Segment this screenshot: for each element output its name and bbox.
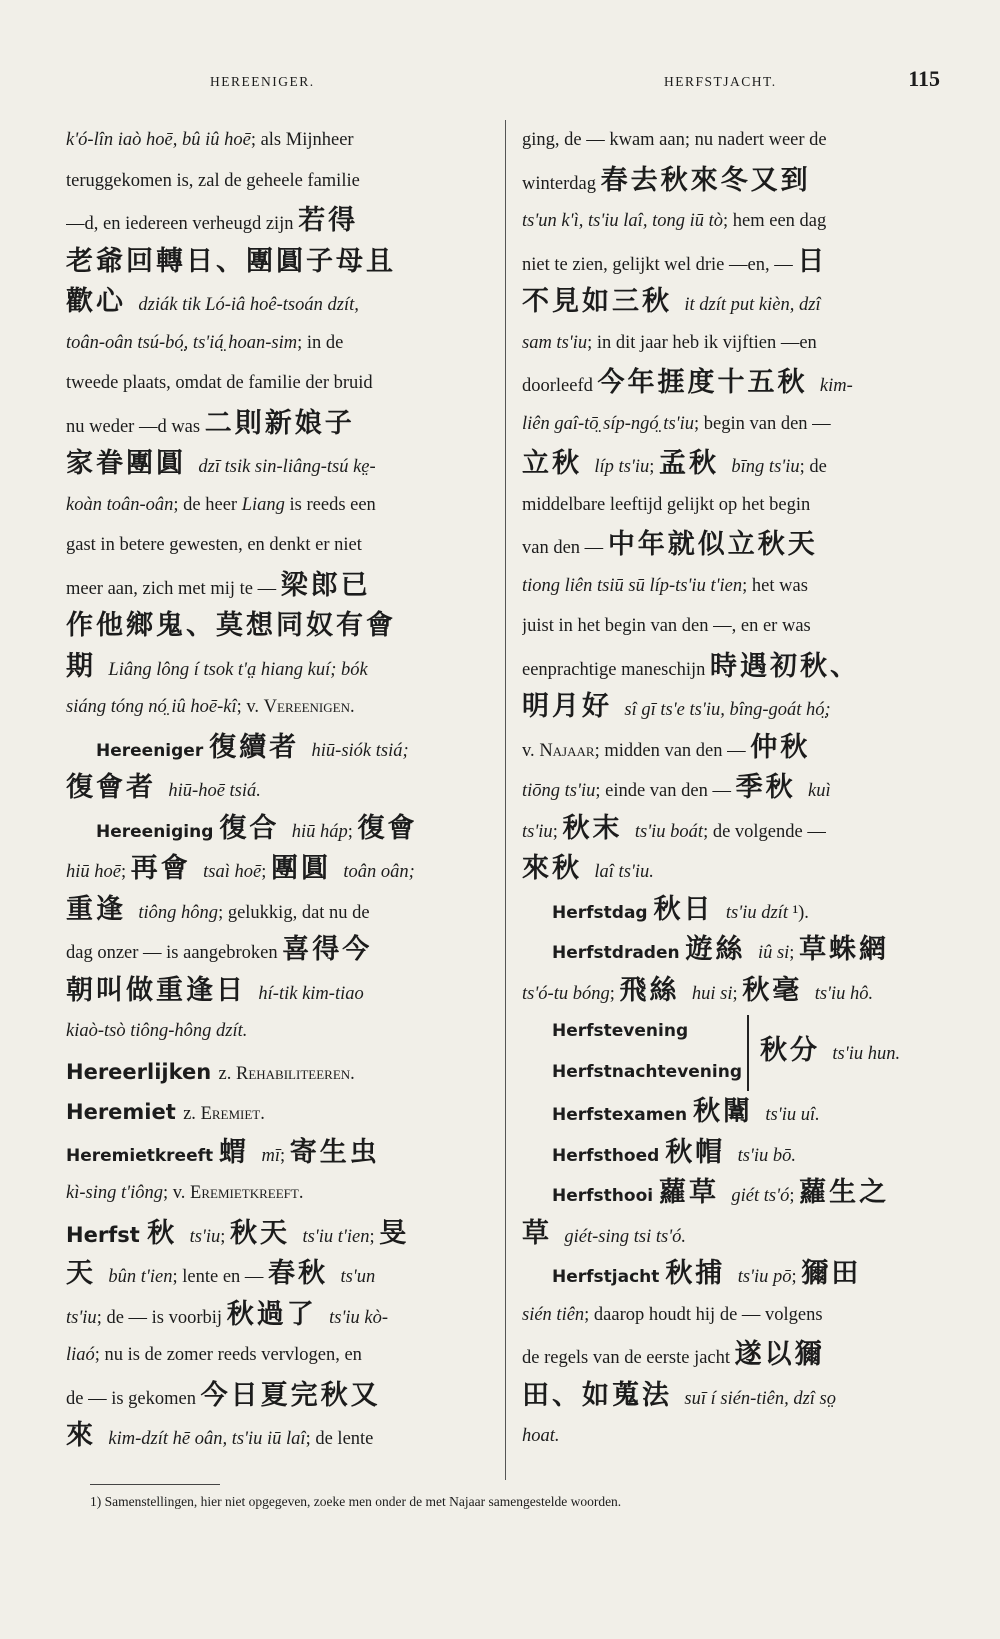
- text-segment: siáng tóng nó̤ iû hoē-kî: [66, 697, 237, 717]
- entry-headword: Hereeniger: [96, 740, 210, 761]
- text-segment: hui si: [691, 983, 733, 1004]
- text-line: [66, 647, 496, 688]
- chinese-text: 中年就似立秋天: [607, 529, 818, 560]
- right-column: [522, 120, 952, 1457]
- chinese-text: 秋帽: [665, 1136, 738, 1168]
- text-segment: sî gī ts'e ts'iu, bîng-goát hó̤;: [624, 700, 831, 720]
- text-segment: suī í sién-tiên, dzî so̤: [684, 1388, 837, 1409]
- text-line: [66, 768, 496, 809]
- text-segment: kuì: [808, 781, 831, 801]
- running-head: [60, 66, 950, 94]
- text-segment: Najaar: [539, 740, 595, 761]
- text-segment: nu weder —d was: [66, 416, 205, 437]
- text-line: [522, 1133, 952, 1174]
- text-line: [66, 1295, 496, 1336]
- text-segment: kim-dzít hē oân, ts'iu iū laî: [108, 1429, 306, 1449]
- text-segment: líp ts'iu: [594, 457, 650, 477]
- text-segment: tiông hông: [138, 902, 219, 923]
- text-segment: ; gelukkig, dat nu de: [218, 902, 370, 923]
- text-segment: hí-tik kim-tiao: [258, 983, 364, 1004]
- chinese-text: 重逢: [66, 893, 139, 925]
- text-segment: dziák tik Ló-iâ hoê-tsoán dzít,: [138, 295, 359, 315]
- text-segment: tweede plaats, omdat de familie der bruid: [66, 373, 373, 393]
- text-segment: teruggekomen is, zal de geheele familie: [66, 170, 360, 191]
- running-head-center: HERFSTJACHT.: [664, 74, 777, 89]
- text-segment: giét-sing tsi ts'ó.: [564, 1226, 687, 1247]
- chinese-text: 春去秋來冬又到: [600, 164, 811, 196]
- text-segment: ;: [552, 821, 563, 842]
- text-segment: ;: [609, 983, 620, 1004]
- left-column: [66, 120, 496, 1457]
- text-line: [522, 647, 952, 688]
- text-segment: ; de lente: [305, 1429, 374, 1449]
- chinese-text: 期: [66, 650, 109, 682]
- text-segment: dag onzer — is aangebroken: [66, 943, 283, 963]
- text-segment: hiū háp: [291, 821, 348, 842]
- text-segment: ; in de: [297, 332, 344, 353]
- text-segment: mī: [261, 1145, 280, 1166]
- text-segment: ts'iu dzít: [725, 902, 788, 923]
- text-segment: z.: [218, 1063, 236, 1084]
- text-segment: niet te zien, gelijkt wel drie —en, —: [522, 254, 798, 275]
- text-segment: Eremiet.: [200, 1104, 265, 1124]
- entry-headword: Hereeniging: [96, 821, 220, 842]
- text-segment: bûn t'ien: [108, 1267, 173, 1287]
- text-line: [522, 930, 952, 971]
- text-segment: hoat.: [522, 1426, 560, 1446]
- chinese-text: 遂以獮: [734, 1339, 825, 1370]
- text-line: [66, 849, 496, 890]
- text-segment: toân oân;: [343, 862, 415, 882]
- text-segment: tsaì hoē: [203, 862, 262, 882]
- text-line: [66, 1416, 496, 1457]
- text-segment: ts'iu: [522, 821, 553, 842]
- text-line: [66, 404, 496, 445]
- chinese-text: 蘿草: [659, 1177, 732, 1208]
- text-line: [66, 687, 496, 728]
- text-segment: ; begin van den —: [694, 413, 831, 434]
- text-segment: hiū-hoē tsiá.: [168, 781, 261, 801]
- text-segment: ; lente en —: [172, 1267, 269, 1287]
- text-segment: —d, en iedereen verheugd zijn: [66, 214, 299, 234]
- chinese-text: 秋: [147, 1217, 190, 1249]
- text-line: [66, 444, 496, 485]
- text-segment: ; de — is voorbij: [96, 1307, 227, 1328]
- text-line: [66, 1335, 496, 1376]
- chinese-text: 秋末: [562, 812, 635, 844]
- text-line: [522, 768, 952, 809]
- text-line: [522, 606, 952, 647]
- text-line: [66, 1376, 496, 1417]
- text-line: [522, 1092, 952, 1133]
- chinese-text: 團圓: [271, 853, 344, 884]
- chinese-text: 仲秋: [750, 731, 811, 763]
- text-segment: v.: [522, 740, 540, 761]
- chinese-text: 老爺回轉日、團圓子母且: [66, 245, 396, 277]
- text-line: [66, 728, 496, 769]
- text-segment: ; hem een dag: [723, 211, 827, 231]
- chinese-text: 蘿生之: [799, 1177, 890, 1208]
- text-line: [522, 566, 952, 607]
- text-segment: is reeds een: [284, 494, 376, 515]
- chinese-text: 立秋: [522, 448, 595, 479]
- text-line: [66, 566, 496, 607]
- text-segment: ;: [732, 983, 743, 1004]
- text-line: [66, 930, 496, 971]
- text-segment: eenprachtige maneschijn: [522, 659, 710, 680]
- text-line: [522, 120, 952, 161]
- text-line: [66, 363, 496, 404]
- entry-headword: Herfst: [66, 1222, 148, 1247]
- text-segment: winterdag: [522, 173, 601, 194]
- text-line: [66, 890, 496, 931]
- entry-headword: Herfsthooi: [552, 1186, 659, 1206]
- text-segment: ts'iu hun.: [832, 1044, 901, 1064]
- text-segment: ; daarop houdt hij de — volgens: [584, 1304, 823, 1325]
- text-line: [66, 971, 496, 1012]
- chinese-text: 作他鄉鬼、莫想同奴有會: [66, 610, 396, 641]
- text-line: [522, 1376, 952, 1417]
- chinese-text: 秋天: [230, 1217, 303, 1249]
- entry-headword: Herfstexamen: [552, 1105, 694, 1125]
- text-segment: juist in het begin van den —, en er was: [522, 616, 811, 636]
- text-segment: ts'iu bō.: [737, 1145, 797, 1166]
- chinese-text: 天: [66, 1258, 109, 1289]
- text-segment: ;: [347, 821, 358, 842]
- chinese-text: 再會: [130, 853, 204, 884]
- text-line: [66, 1214, 496, 1255]
- text-line: [522, 525, 952, 566]
- brace-bracket: [747, 1015, 755, 1091]
- text-segment: z.: [183, 1104, 201, 1124]
- text-segment: ; het was: [742, 575, 808, 596]
- chinese-text: 秋過了: [226, 1298, 330, 1330]
- text-segment: ts'ó-tu bóng: [522, 983, 610, 1004]
- text-segment: tiong liên tsiū sū líp-ts'iu t'ien: [522, 575, 743, 596]
- text-segment: ts'iu boát: [634, 821, 704, 842]
- text-segment: ;: [279, 1145, 290, 1166]
- page-number: 115: [908, 66, 940, 91]
- text-line: [66, 809, 496, 850]
- chinese-text: 復續者: [209, 731, 312, 763]
- text-segment: ;: [120, 862, 131, 882]
- text-segment: doorleefd: [522, 376, 598, 396]
- chinese-text: 梁郎已: [280, 569, 371, 601]
- text-line: [522, 242, 952, 283]
- text-line: [522, 1416, 952, 1457]
- text-segment: iû si: [757, 943, 790, 963]
- chinese-text: 家眷團圓: [66, 448, 199, 479]
- text-line: [522, 161, 952, 202]
- shared-translation: [760, 1031, 900, 1075]
- text-segment: sién tiên: [522, 1304, 585, 1325]
- text-line: [522, 404, 952, 445]
- text-segment: ; v.: [162, 1183, 191, 1203]
- column-divider: [505, 120, 506, 1480]
- entry-headword: Herfstdraden: [552, 943, 686, 963]
- footnote: 1) Samenstellingen, hier niet opgegeven, zoeke men onder de met Najaar samengestelde woorden.: [90, 1494, 622, 1509]
- chinese-text: 明月好: [522, 691, 625, 722]
- text-segment: ts'un: [340, 1267, 376, 1287]
- text-line: [522, 1295, 952, 1336]
- chinese-text: 復會: [357, 812, 418, 844]
- text-segment: Vereenigen.: [263, 697, 355, 717]
- text-line: [66, 161, 496, 202]
- text-line: [522, 687, 952, 728]
- text-line: [522, 971, 952, 1012]
- text-segment: gast in betere gewesten, en denkt er niet: [66, 535, 362, 555]
- text-segment: ; einde van den —: [595, 781, 736, 801]
- chinese-text: 來: [66, 1420, 109, 1451]
- text-line: [66, 282, 496, 323]
- text-line: [522, 1173, 952, 1214]
- text-segment: Rehabiliteeren.: [236, 1063, 355, 1084]
- text-segment: ; nu is de zomer reeds vervlogen, en: [94, 1345, 362, 1365]
- chinese-text: 孟秋: [659, 448, 732, 479]
- text-line: [66, 1052, 496, 1093]
- text-segment: bīng ts'iu: [731, 457, 800, 477]
- text-segment: koàn toân-oân: [66, 494, 174, 515]
- chinese-text: 春秋: [268, 1258, 341, 1289]
- text-segment: ;: [369, 1226, 380, 1247]
- chinese-text: 獮田: [801, 1258, 862, 1289]
- text-segment: ;: [791, 1267, 802, 1287]
- text-segment: ; midden van den —: [594, 740, 751, 761]
- text-line: [66, 485, 496, 526]
- text-segment: kiaò-tsò tiông-hông dzít.: [66, 1021, 248, 1041]
- text-line: [522, 485, 952, 526]
- chinese-text: 歡心: [66, 286, 139, 317]
- chinese-text: 今年捱度十五秋: [597, 367, 820, 398]
- text-segment: ; de: [799, 457, 827, 477]
- text-line: [522, 1254, 952, 1295]
- chinese-text: 秋毫: [742, 974, 815, 1006]
- text-segment: liaó: [66, 1345, 95, 1365]
- text-line: [522, 201, 952, 242]
- chinese-text: 旻: [379, 1217, 410, 1249]
- text-segment: Liang: [241, 494, 285, 515]
- chinese-text: 朝叫做重逢日: [66, 974, 259, 1006]
- text-segment: ; als Mijnheer: [250, 130, 354, 150]
- chinese-text: 飛絲: [619, 974, 692, 1006]
- text-segment: ts'iu: [189, 1226, 221, 1247]
- entry-headword: Herfsthoed: [552, 1145, 666, 1166]
- text-segment: k'ó-lîn iaò hoē, bû iû hoē: [66, 130, 251, 150]
- text-segment: ging, de — kwam aan; nu nadert weer de: [522, 130, 827, 150]
- text-segment: de regels van de eerste jacht: [522, 1348, 735, 1368]
- text-segment: ; de heer: [173, 494, 242, 515]
- text-segment: ¹).: [787, 902, 809, 923]
- text-line: [522, 849, 952, 890]
- chinese-text: 若得: [298, 205, 359, 236]
- text-segment: ;: [789, 943, 800, 963]
- text-segment: ts'iu: [66, 1307, 97, 1328]
- text-segment: de — is gekomen: [66, 1388, 201, 1409]
- text-segment: meer aan, zich met mij te —: [66, 578, 281, 599]
- text-line: [66, 201, 496, 242]
- bracket-entry-group: [522, 1011, 952, 1092]
- chinese-text: 喜得今: [282, 934, 373, 965]
- text-line: [522, 890, 952, 931]
- chinese-text: 秋捕: [665, 1258, 738, 1289]
- chinese-text: 寄生虫: [289, 1136, 380, 1168]
- text-segment: ;: [649, 457, 660, 477]
- entry-headword: Herfstdag: [552, 902, 654, 923]
- chinese-text: 蝟: [219, 1136, 262, 1168]
- text-segment: Liâng lông í tsok t'a̤ hiang kuí; bók: [108, 659, 368, 680]
- text-line: [522, 282, 952, 323]
- text-segment: van den —: [522, 538, 608, 558]
- chinese-text: 不見如三秋: [522, 286, 685, 317]
- text-segment: giét ts'ó: [731, 1186, 790, 1206]
- text-line: [522, 1214, 952, 1255]
- text-segment: ts'iu uî.: [765, 1105, 820, 1125]
- text-segment: toân-oân tsú-bó̤, ts'iá̤ hoan-sim: [66, 332, 298, 353]
- text-line: [522, 363, 952, 404]
- text-line: [66, 1092, 496, 1133]
- text-line: [66, 1173, 496, 1214]
- text-line: [522, 1335, 952, 1376]
- running-head-left: HEREENIGER.: [210, 74, 315, 89]
- text-segment: kim-: [819, 376, 853, 396]
- text-line: [66, 1254, 496, 1295]
- text-line: [66, 120, 496, 161]
- chinese-text: 秋分: [760, 1035, 833, 1066]
- text-line: [522, 809, 952, 850]
- chinese-text: 遊絲: [685, 934, 758, 965]
- text-segment: ts'iu hô.: [814, 983, 874, 1004]
- chinese-text: 復合: [219, 812, 292, 844]
- text-line: [66, 606, 496, 647]
- entry-headword: Heremietkreeft: [66, 1145, 220, 1166]
- chinese-text: 今日夏完秋又: [200, 1379, 381, 1411]
- text-segment: middelbare leeftijd gelijkt op het begin: [522, 494, 811, 515]
- text-line: [66, 1011, 496, 1052]
- text-line: [522, 323, 952, 364]
- text-line: [66, 242, 496, 283]
- footnote-rule: [90, 1484, 220, 1485]
- chinese-text: 來秋: [522, 853, 595, 884]
- text-segment: sam ts'iu: [522, 332, 588, 353]
- text-segment: tiōng ts'iu: [522, 781, 596, 801]
- chinese-text: 田、如蒐法: [522, 1379, 685, 1411]
- text-segment: liên gaî-tō̤ síp-ngó̤ ts'iu: [522, 413, 694, 434]
- entry-headword: Herfstevening: [552, 1021, 689, 1041]
- chinese-text: 二則新娘子: [204, 407, 355, 439]
- text-segment: dzī tsik sin-liâng-tsú ke̤-: [198, 457, 376, 477]
- chinese-text: 時遇初秋、: [710, 650, 860, 682]
- text-line: [66, 525, 496, 566]
- text-line: [66, 323, 496, 364]
- text-segment: ts'iu pō: [737, 1267, 792, 1287]
- text-segment: ;: [261, 862, 271, 882]
- text-segment: ts'iu t'ien: [302, 1226, 370, 1247]
- text-segment: kì-sing t'iông: [66, 1183, 163, 1203]
- text-segment: ;: [220, 1226, 231, 1247]
- chinese-text: 秋闈: [693, 1096, 766, 1127]
- entry-headword: Herfstnachtevening: [552, 1061, 743, 1082]
- text-segment: ; de volgende —: [703, 821, 826, 842]
- text-segment: ts'un k'ì, ts'iu laî, tong iū tò: [522, 211, 723, 231]
- text-segment: hiū hoē: [66, 862, 121, 882]
- text-line: [66, 1133, 496, 1174]
- text-segment: ; in dit jaar heb ik vijftien —en: [587, 332, 817, 353]
- entry-headword: Herfstjacht: [552, 1267, 666, 1287]
- text-segment: ;: [789, 1186, 800, 1206]
- chinese-text: 季秋: [735, 772, 808, 803]
- chinese-text: 復會者: [66, 772, 169, 803]
- text-line: [522, 728, 952, 769]
- text-segment: laî ts'iu.: [594, 862, 654, 882]
- chinese-text: 日: [797, 245, 828, 277]
- chinese-text: 草: [522, 1217, 565, 1249]
- text-segment: ts'iu kò-: [329, 1307, 389, 1328]
- text-segment: it dzít put kièn, dzî: [684, 295, 821, 315]
- entry-headword: Heremiet: [66, 1100, 184, 1124]
- text-segment: ; v.: [236, 697, 264, 717]
- chinese-text: 草蛛網: [799, 934, 890, 965]
- text-segment: Eremietkreeft.: [190, 1183, 304, 1203]
- text-line: [522, 444, 952, 485]
- entry-headword: Hereerlijken: [66, 1059, 219, 1084]
- chinese-text: 秋日: [653, 893, 726, 925]
- text-segment: hiū-siók tsiá;: [311, 740, 409, 761]
